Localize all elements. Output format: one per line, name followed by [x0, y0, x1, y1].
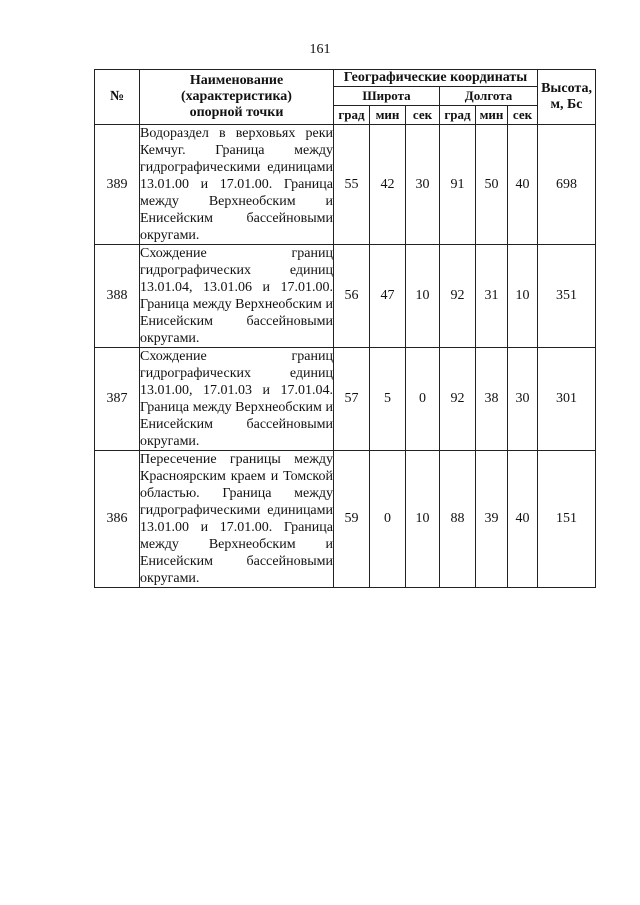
table-row [95, 451, 596, 588]
row-lon-sec: 30 [508, 348, 538, 451]
row-lat-deg: 55 [334, 125, 370, 245]
row-lat-sec: 10 [406, 451, 440, 588]
table-row [95, 125, 596, 245]
table-row [95, 348, 596, 451]
header-lat-sec: сек [406, 106, 440, 125]
header-height-line1: Высота, [541, 81, 592, 96]
header-geo: Географические координаты [334, 70, 538, 87]
header-number: № [95, 70, 140, 125]
header-lat-min: мин [370, 106, 406, 125]
reference-points-table [94, 69, 596, 588]
header-lon-min: мин [476, 106, 508, 125]
header-name-line1: Наименование [189, 73, 284, 88]
header-longitude: Долгота [440, 87, 538, 106]
row-height: 301 [538, 348, 596, 451]
table-row [95, 245, 596, 348]
header-name [140, 70, 334, 125]
row-description: Схождение границ гидрографических единиц 13.01.00, 17.01.03 и 17.01.04. Граница между Верхнеобским и Енисейским бассейновыми округами. [140, 349, 333, 449]
row-lat-min: 5 [370, 348, 406, 451]
row-number: 388 [95, 245, 140, 348]
row-lon-deg: 88 [440, 451, 476, 588]
header-latitude: Широта [334, 87, 440, 106]
row-height: 151 [538, 451, 596, 588]
header-row-1 [95, 70, 596, 87]
row-lon-min: 39 [476, 451, 508, 588]
row-lat-deg: 56 [334, 245, 370, 348]
row-lon-sec: 40 [508, 451, 538, 588]
row-description: Пересечение границы между Красноярским краем и Томской областью. Граница между гидрографическими единицами 13.01.00 и 17.01.00. Граница между Верхнеобским и Енисейским бассейновыми округами. [140, 452, 333, 586]
row-lat-min: 42 [370, 125, 406, 245]
row-lon-min: 38 [476, 348, 508, 451]
page-number: 161 [309, 42, 331, 57]
row-number: 387 [95, 348, 140, 451]
header-height [538, 70, 596, 125]
header-height-line2: м, Бс [550, 97, 583, 112]
row-description: Водораздел в верховьях реки Кемчуг. Граница между гидрографическими единицами 13.01.00 и 17.01.00. Граница между Верхнеобским и Енисейским бассейновыми округами. [140, 126, 333, 243]
header-name-line2: (характеристика) [181, 89, 292, 104]
row-lon-deg: 92 [440, 245, 476, 348]
header-name-line3: опорной точки [189, 105, 284, 120]
row-height: 698 [538, 125, 596, 245]
row-number: 386 [95, 451, 140, 588]
row-lat-min: 0 [370, 451, 406, 588]
row-lat-deg: 59 [334, 451, 370, 588]
row-lon-deg: 92 [440, 348, 476, 451]
row-lat-sec: 30 [406, 125, 440, 245]
header-lon-sec: сек [508, 106, 538, 125]
row-lon-deg: 91 [440, 125, 476, 245]
row-height: 351 [538, 245, 596, 348]
header-lat-deg: град [334, 106, 370, 125]
row-number: 389 [95, 125, 140, 245]
row-lat-min: 47 [370, 245, 406, 348]
row-lat-sec: 0 [406, 348, 440, 451]
header-lon-deg: град [440, 106, 476, 125]
row-lat-deg: 57 [334, 348, 370, 451]
row-description: Схождение границ гидрографических единиц 13.01.04, 13.01.06 и 17.01.00. Граница между Верхнеобским и Енисейским бассейновыми округами. [140, 246, 333, 346]
row-lat-sec: 10 [406, 245, 440, 348]
row-lon-sec: 40 [508, 125, 538, 245]
row-lon-min: 50 [476, 125, 508, 245]
row-lon-min: 31 [476, 245, 508, 348]
row-lon-sec: 10 [508, 245, 538, 348]
